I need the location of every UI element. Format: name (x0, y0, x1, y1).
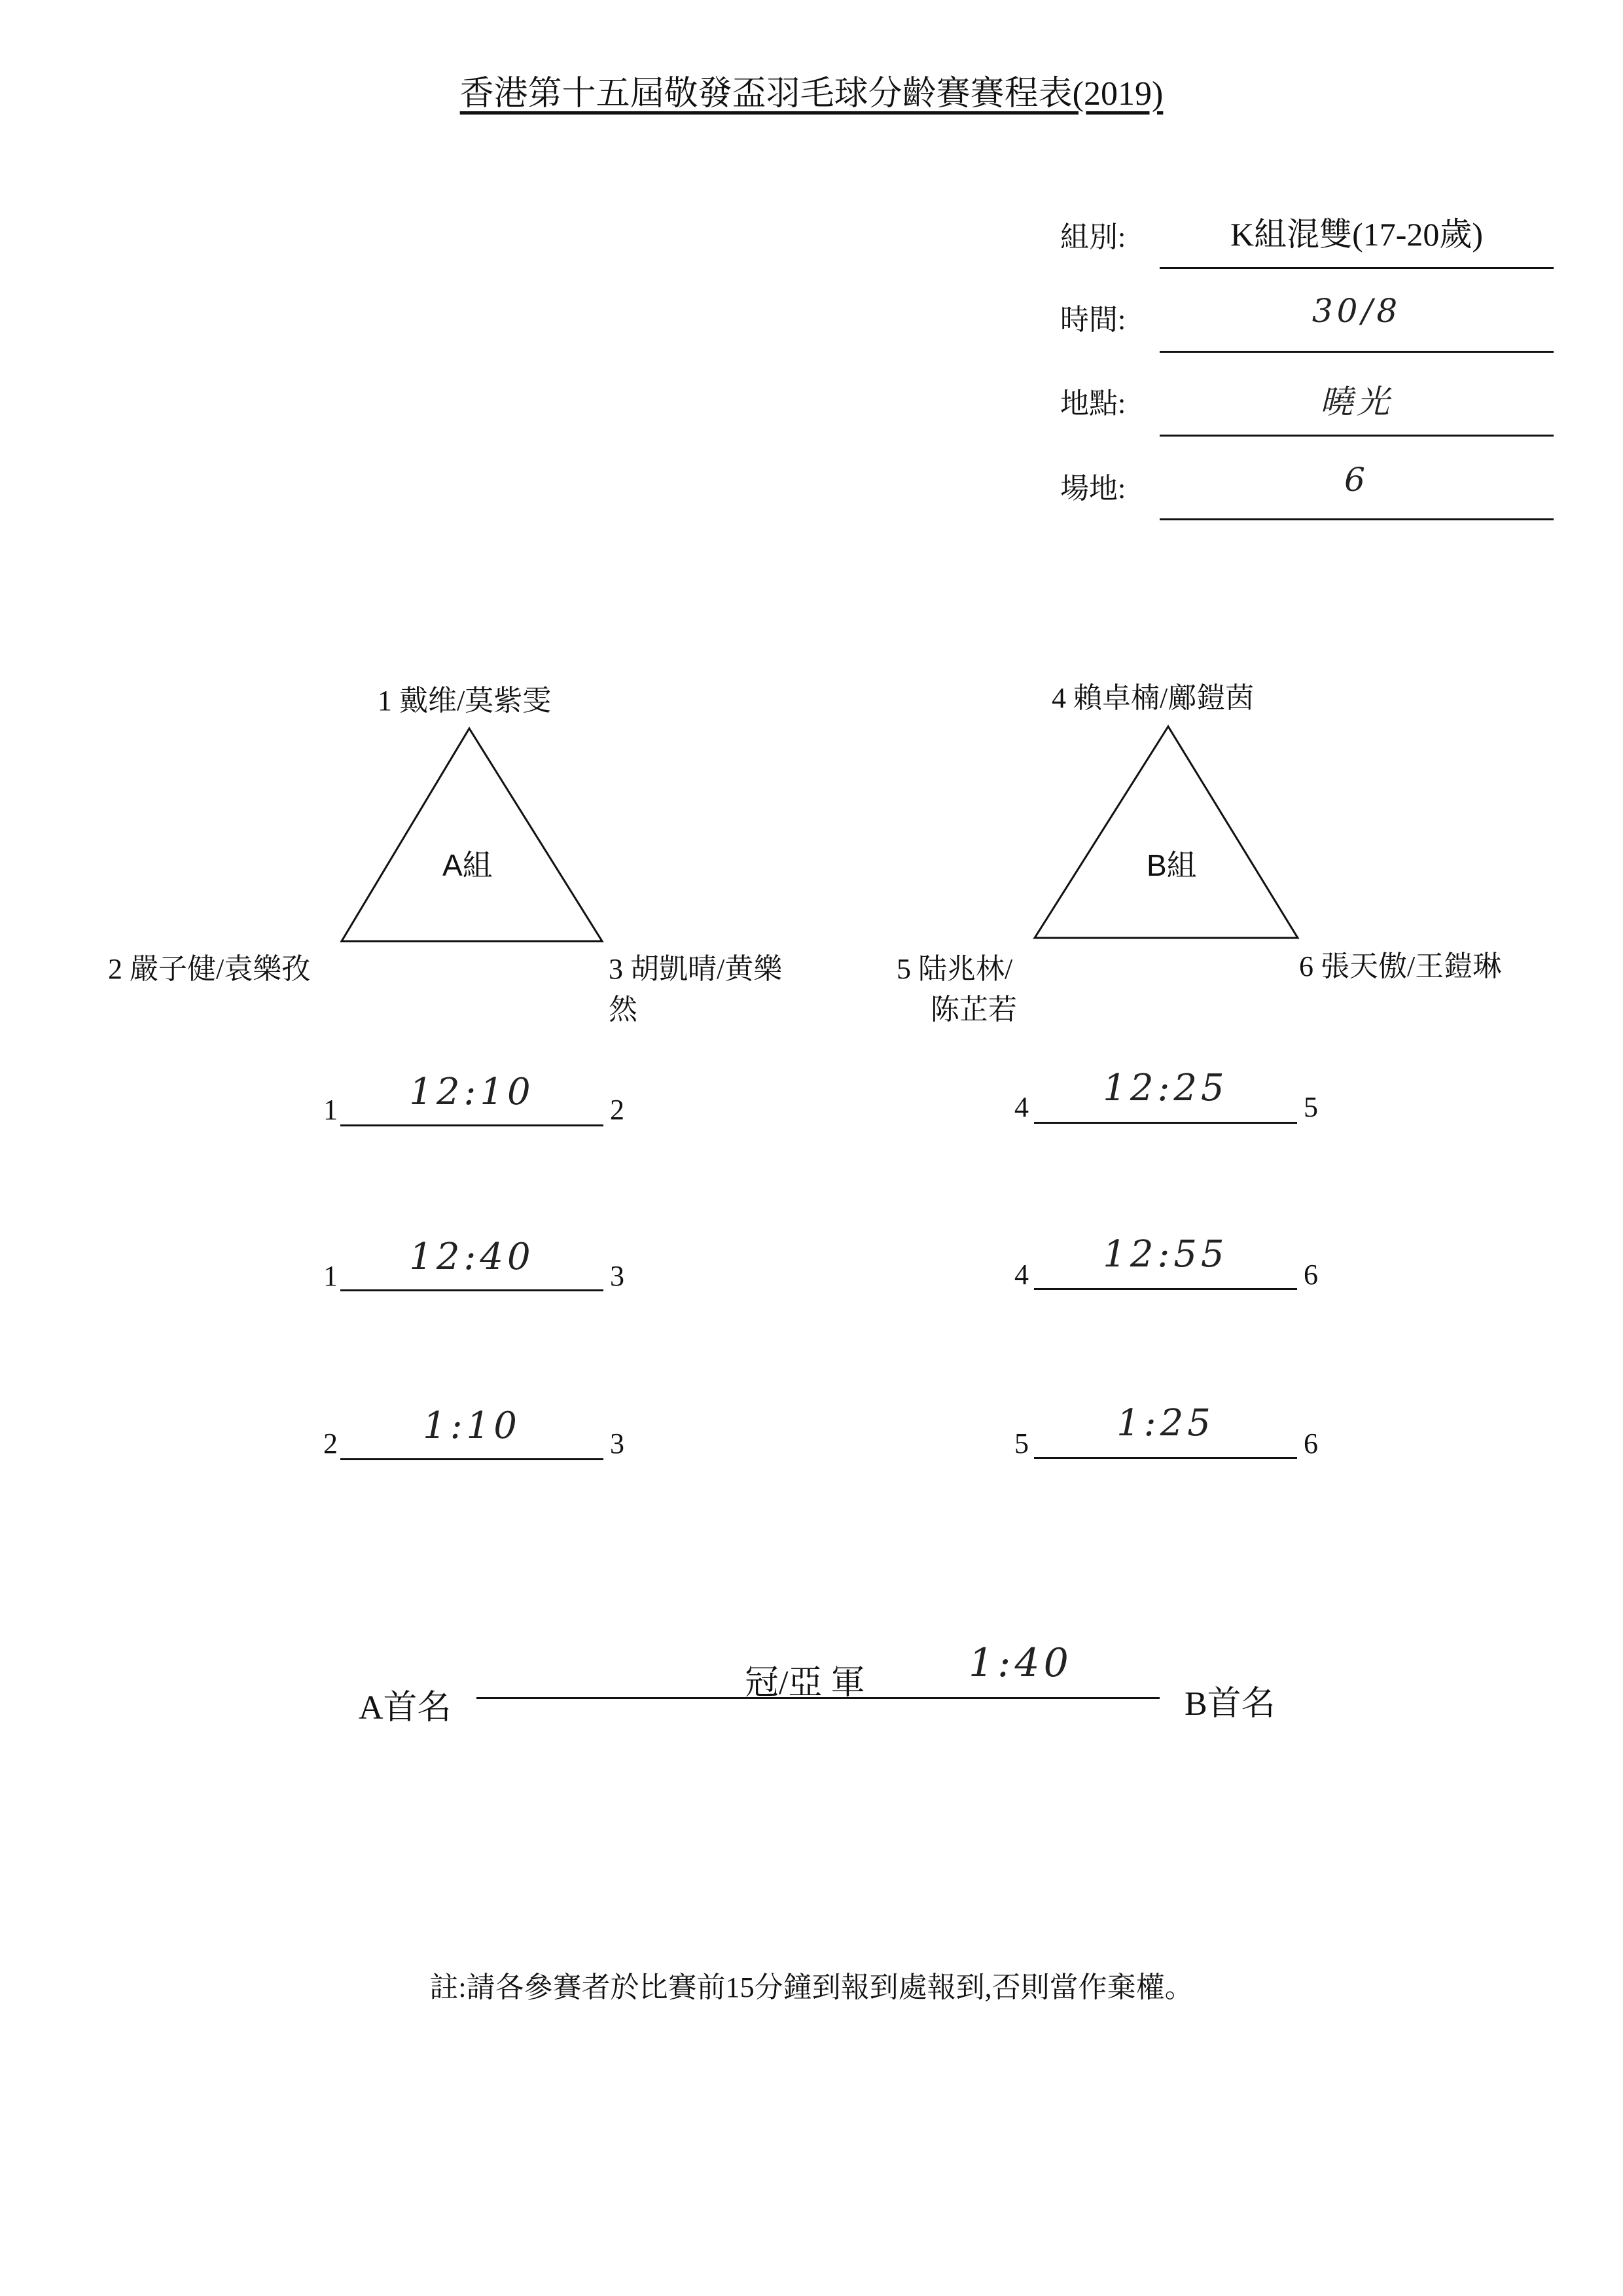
match-time: 12:10 (409, 1071, 535, 1113)
final-center-label: 冠/亞 軍 (745, 1664, 865, 1702)
match-line (340, 1124, 603, 1126)
team-5-line2: 陈芷若 (931, 994, 1017, 1026)
time-label: 時間: (1060, 304, 1126, 336)
venue-value: 曉光 (1320, 383, 1393, 421)
group-b-label: B組 (1147, 848, 1197, 882)
page-title: 香港第十五屆敬發盃羽毛球分齡賽賽程表(2019) (459, 75, 1164, 113)
footer-note: 註:請各參賽者於比賽前15分鐘到報到處報到,否則當作棄權。 (429, 1971, 1194, 2003)
match-line (1034, 1122, 1297, 1124)
group-a-label: A組 (442, 848, 493, 882)
team-5 (897, 949, 1017, 1030)
match-left-team: 1 (323, 1260, 338, 1292)
match-left-team: 1 (323, 1094, 338, 1126)
match-time: 1:25 (1116, 1402, 1215, 1444)
match-right-team: 5 (1304, 1091, 1318, 1123)
court-value: 6 (1344, 461, 1369, 499)
team-5-line1: 5 陆兆林/ (897, 953, 1013, 985)
group-label: 組別: (1060, 221, 1126, 253)
match-left-team: 5 (1014, 1427, 1029, 1460)
match-time: 12:25 (1103, 1067, 1228, 1109)
match-left-team: 2 (323, 1427, 338, 1460)
match-right-team: 3 (610, 1427, 624, 1460)
match-line (1034, 1457, 1297, 1459)
court-label: 場地: (1060, 473, 1126, 505)
match-right-team: 2 (610, 1094, 624, 1126)
team-3-line2: 然 (609, 994, 637, 1026)
venue-label: 地點: (1060, 387, 1126, 420)
match-time: 1:10 (423, 1405, 521, 1447)
group-value: K組混雙(17-20歲) (1230, 216, 1484, 253)
group-a-triangle (342, 728, 602, 941)
final-left-label: A首名 (359, 1689, 452, 1727)
match-right-team: 6 (1304, 1427, 1318, 1460)
match-right-team: 6 (1304, 1259, 1318, 1291)
match-line (340, 1289, 603, 1291)
team-4: 4 賴卓楠/鄺鎧茵 (1052, 682, 1255, 714)
match-right-team: 3 (610, 1260, 624, 1292)
team-6: 6 張天傲/王鎧琳 (1299, 950, 1502, 982)
team-2: 2 嚴子健/袁樂孜 (108, 953, 311, 985)
match-line (1034, 1288, 1297, 1290)
final-right-label: B首名 (1185, 1685, 1275, 1723)
group-b-triangle (1035, 726, 1298, 938)
team-3 (609, 949, 782, 1030)
final-time: 1:40 (969, 1640, 1073, 1686)
match-time: 12:40 (409, 1236, 535, 1278)
time-value: 30/8 (1311, 292, 1402, 330)
match-line (340, 1458, 603, 1460)
match-left-team: 4 (1014, 1259, 1029, 1291)
match-time: 12:55 (1103, 1233, 1228, 1276)
team-3-line1: 3 胡凱晴/黄樂 (609, 953, 783, 985)
team-1: 1 戴维/莫紫雯 (378, 685, 552, 717)
match-left-team: 4 (1014, 1091, 1029, 1123)
